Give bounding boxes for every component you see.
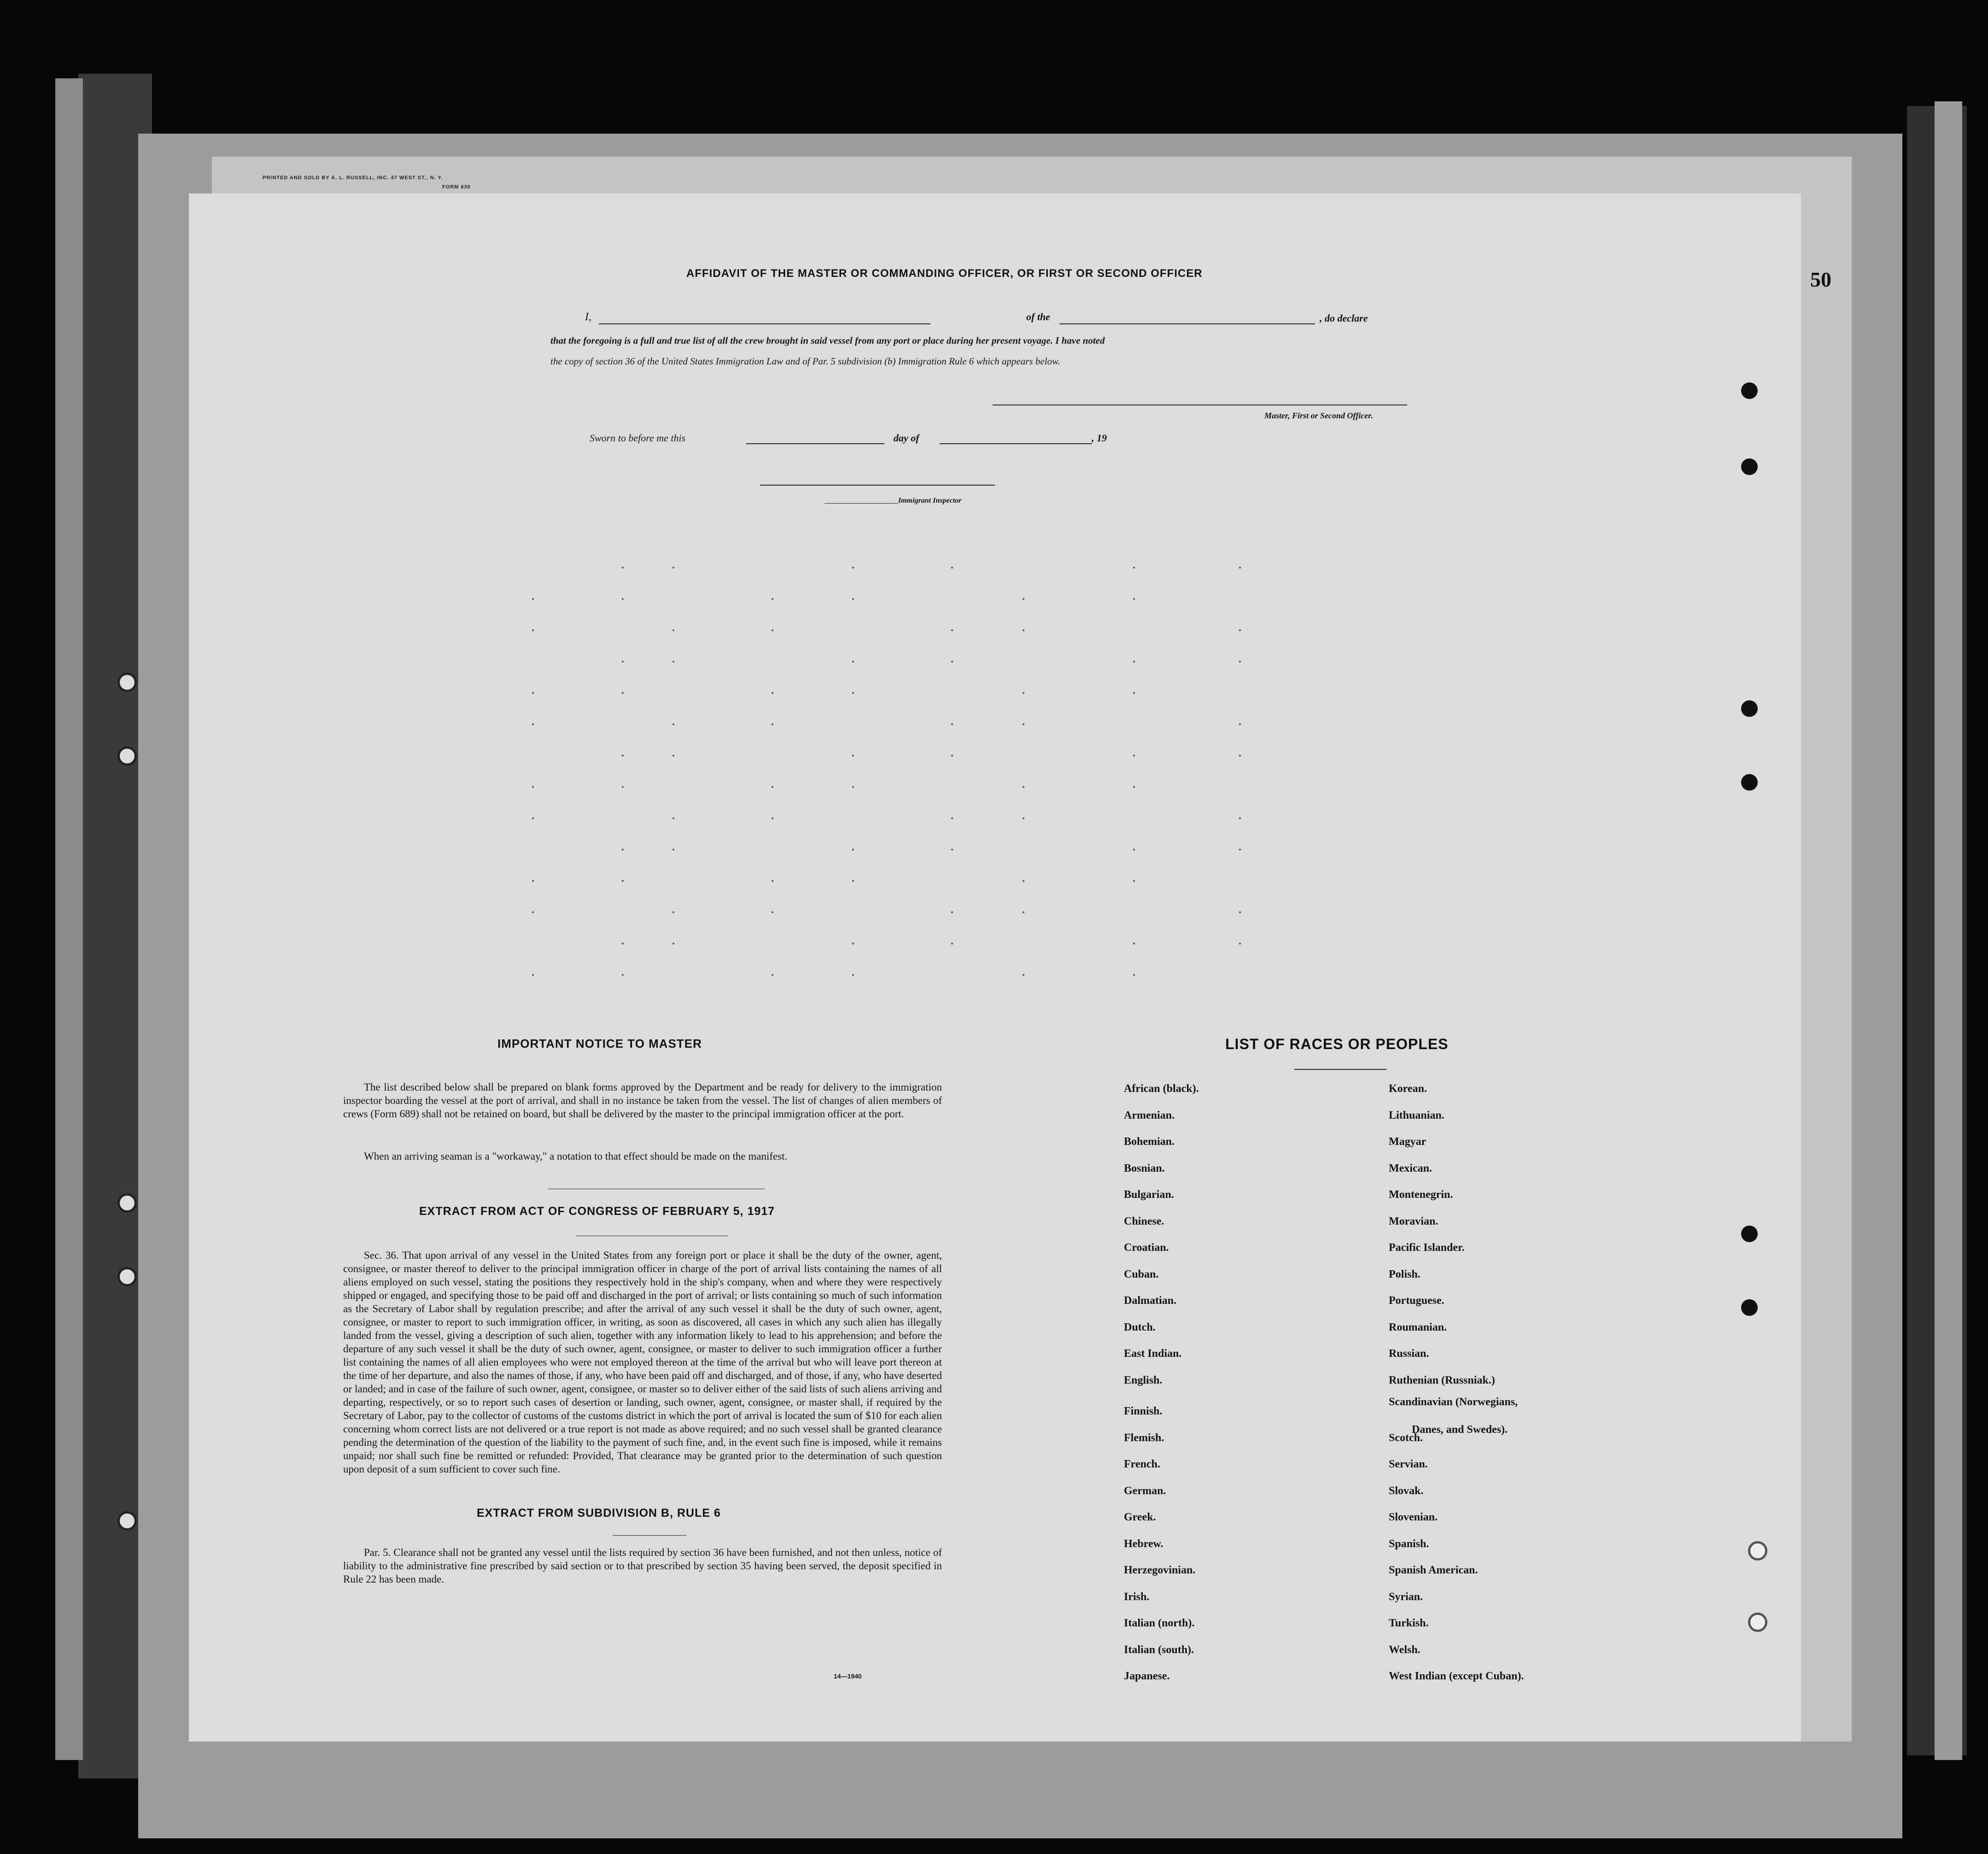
race-item: Herzegovinian. bbox=[1124, 1564, 1196, 1576]
bleed-dot bbox=[622, 755, 624, 757]
printer-line: PRINTED AND SOLD BY A. L. RUSSELL, INC. 47 WEST ST., N. Y. bbox=[263, 175, 443, 181]
bleed-dot bbox=[772, 911, 773, 913]
bleed-dot bbox=[852, 692, 854, 694]
notice-paragraph-2: When an arriving seaman is a "workaway," a notation to that effect should be made on the manifest. bbox=[364, 1150, 788, 1162]
bleed-dot bbox=[772, 817, 773, 819]
bleed-dot bbox=[1133, 755, 1135, 757]
bleed-dot bbox=[532, 880, 534, 882]
race-item: Bosnian. bbox=[1124, 1162, 1165, 1174]
bleed-dot bbox=[772, 723, 773, 725]
affidavit-of-the: of the bbox=[1026, 311, 1050, 323]
race-item: Croatian. bbox=[1124, 1242, 1169, 1254]
bleed-dot bbox=[532, 692, 534, 694]
inspector-dash bbox=[824, 503, 898, 504]
race-item: African (black). bbox=[1124, 1083, 1199, 1095]
bleed-dot bbox=[672, 755, 674, 757]
race-item: Pacific Islander. bbox=[1389, 1242, 1465, 1254]
bleed-dot bbox=[622, 880, 624, 882]
bleed-dot bbox=[1133, 849, 1135, 851]
affidavit-title: AFFIDAVIT OF THE MASTER OR COMMANDING OFFICER, OR FIRST OR SECOND OFFICER bbox=[686, 267, 1203, 280]
binder-hole bbox=[117, 673, 137, 692]
race-item: Irish. bbox=[1124, 1590, 1150, 1603]
page-number: 50 bbox=[1810, 268, 1831, 291]
race-item: Moravian. bbox=[1389, 1215, 1438, 1227]
bleed-dot bbox=[1239, 723, 1241, 725]
punch-hole bbox=[1741, 1226, 1758, 1242]
bleed-dot bbox=[1239, 911, 1241, 913]
signature-caption: Master, First or Second Officer. bbox=[1264, 411, 1373, 420]
race-item: Cuban. bbox=[1124, 1268, 1159, 1280]
bleed-dot bbox=[622, 786, 624, 788]
binder-strip-right bbox=[1935, 101, 1962, 1760]
sworn-label: Sworn to before me this bbox=[590, 432, 686, 444]
race-item: Polish. bbox=[1389, 1268, 1421, 1280]
race-item: Korean. bbox=[1389, 1083, 1427, 1095]
bleed-dot bbox=[1133, 880, 1135, 882]
bleed-dot bbox=[1023, 786, 1024, 788]
bleed-dot bbox=[951, 629, 953, 631]
bleed-dot bbox=[672, 629, 674, 631]
bleed-dot bbox=[672, 723, 674, 725]
bleed-dot bbox=[1023, 629, 1024, 631]
form-number: FORM 630 bbox=[442, 184, 471, 190]
paragraph-5-text: Par. 5. Clearance shall not be granted any vessel until the lists required by section 36 have been furnished, and not then unless, notice of liability to the administrative fine prescribed by said section or to that prescribed by section 35 having been served, the deposit specified in Rule 22 has been made. bbox=[343, 1547, 942, 1585]
bleed-dot bbox=[1239, 567, 1241, 569]
race-item: Spanish. bbox=[1389, 1537, 1429, 1550]
bleed-dot bbox=[772, 692, 773, 694]
bleed-dot bbox=[852, 880, 854, 882]
form-code: 14—1940 bbox=[834, 1672, 862, 1680]
race-item: Servian. bbox=[1389, 1458, 1428, 1470]
bleed-dot bbox=[672, 567, 674, 569]
bleed-dot bbox=[532, 974, 534, 976]
bleed-dot bbox=[852, 943, 854, 945]
bleed-dot bbox=[672, 849, 674, 851]
race-item: Portuguese. bbox=[1389, 1295, 1444, 1307]
binder-hole bbox=[117, 1267, 137, 1286]
bleed-dot bbox=[852, 661, 854, 663]
binder-hole bbox=[117, 1193, 137, 1213]
bleed-dot bbox=[622, 692, 624, 694]
punch-hole bbox=[1741, 458, 1758, 475]
bleed-dot bbox=[1023, 911, 1024, 913]
bleed-dot bbox=[672, 817, 674, 819]
bleed-dot bbox=[532, 629, 534, 631]
bleed-dot bbox=[951, 661, 953, 663]
race-item: Italian (south). bbox=[1124, 1643, 1194, 1656]
bleed-dot bbox=[1239, 817, 1241, 819]
race-item: Slovak. bbox=[1389, 1484, 1424, 1497]
race-item: West Indian (except Cuban). bbox=[1389, 1670, 1524, 1682]
race-item: Finnish. bbox=[1124, 1405, 1163, 1417]
punch-hole bbox=[1748, 1541, 1767, 1561]
bleed-dot bbox=[672, 661, 674, 663]
race-item: Spanish American. bbox=[1389, 1564, 1478, 1576]
bleed-dot bbox=[672, 911, 674, 913]
day-of-label: day of bbox=[894, 432, 919, 444]
bleed-dot bbox=[951, 755, 953, 757]
bleed-dot bbox=[772, 786, 773, 788]
divider bbox=[613, 1535, 686, 1536]
bleed-dot bbox=[532, 598, 534, 600]
bleed-dot bbox=[1133, 692, 1135, 694]
race-item: Ruthenian (Russniak.) bbox=[1389, 1374, 1495, 1386]
affidavit-line-2: that the foregoing is a full and true list of all the crew brought in said vessel from any port or place during her present voyage. I have noted bbox=[550, 335, 1105, 346]
race-item: English. bbox=[1124, 1374, 1163, 1386]
bleed-dot bbox=[772, 880, 773, 882]
affidavit-line-3: the copy of section 36 of the United States Immigration Law and of Par. 5 subdivision (b) Immigration Rule 6 which appears below. bbox=[550, 356, 1060, 367]
race-item: Scandinavian (Norwegians, bbox=[1389, 1396, 1518, 1408]
race-item: German. bbox=[1124, 1484, 1166, 1497]
bleed-dot bbox=[1239, 661, 1241, 663]
notice-title: IMPORTANT NOTICE TO MASTER bbox=[497, 1037, 702, 1050]
punch-hole bbox=[1741, 700, 1758, 717]
race-item: Montenegrin. bbox=[1389, 1189, 1453, 1201]
bleed-dot bbox=[951, 911, 953, 913]
race-scandinavian-continued: Danes, and Swedes). bbox=[1412, 1424, 1508, 1436]
race-item: Syrian. bbox=[1389, 1590, 1423, 1603]
bleed-dot bbox=[622, 661, 624, 663]
bleed-dot bbox=[532, 723, 534, 725]
month-line bbox=[940, 443, 1092, 444]
sworn-day-line bbox=[746, 443, 884, 444]
bleed-dot bbox=[951, 943, 953, 945]
bleed-dot bbox=[532, 911, 534, 913]
bleed-dot bbox=[1133, 598, 1135, 600]
race-item: Flemish. bbox=[1124, 1432, 1164, 1444]
vessel-line bbox=[1059, 323, 1315, 324]
race-item: Dalmatian. bbox=[1124, 1295, 1176, 1307]
race-item: Italian (north). bbox=[1124, 1617, 1195, 1629]
bleed-dot bbox=[852, 598, 854, 600]
affidavit-declare: , do declare bbox=[1320, 312, 1368, 324]
race-item: Turkish. bbox=[1389, 1617, 1429, 1629]
bleed-dot bbox=[1023, 974, 1024, 976]
extract-1917-title: EXTRACT FROM ACT OF CONGRESS OF FEBRUARY 5, 1917 bbox=[419, 1205, 775, 1218]
race-item: East Indian. bbox=[1124, 1348, 1182, 1360]
bleed-dot bbox=[1023, 817, 1024, 819]
bleed-dot bbox=[622, 974, 624, 976]
bleed-dot bbox=[852, 974, 854, 976]
bleed-dot bbox=[951, 817, 953, 819]
bleed-dot bbox=[1239, 755, 1241, 757]
bleed-dot bbox=[622, 598, 624, 600]
races-title: LIST OF RACES OR PEOPLES bbox=[1225, 1036, 1449, 1052]
divider bbox=[1294, 1069, 1386, 1070]
punch-hole bbox=[1748, 1613, 1767, 1632]
bleed-dot bbox=[532, 817, 534, 819]
race-item: Magyar bbox=[1389, 1136, 1427, 1148]
bleed-dot bbox=[852, 849, 854, 851]
bleed-dot bbox=[1133, 943, 1135, 945]
race-item: Mexican. bbox=[1389, 1162, 1432, 1174]
race-item: Russian. bbox=[1389, 1348, 1429, 1360]
race-item: Dutch. bbox=[1124, 1321, 1156, 1333]
inspector-caption: Immigrant Inspector bbox=[898, 497, 962, 505]
bleed-dot bbox=[951, 849, 953, 851]
race-item: Welsh. bbox=[1389, 1643, 1421, 1656]
inspector-signature-line bbox=[760, 485, 995, 486]
punch-hole bbox=[1741, 382, 1758, 399]
race-item: Roumanian. bbox=[1389, 1321, 1447, 1333]
bleed-dot bbox=[1023, 723, 1024, 725]
bleed-dot bbox=[622, 567, 624, 569]
bleed-dot bbox=[852, 755, 854, 757]
race-item: Hebrew. bbox=[1124, 1537, 1164, 1550]
race-item: Greek. bbox=[1124, 1511, 1156, 1523]
bleed-dot bbox=[772, 974, 773, 976]
race-item: French. bbox=[1124, 1458, 1160, 1470]
binder-hole bbox=[117, 1511, 137, 1531]
bleed-dot bbox=[772, 598, 773, 600]
bleed-dot bbox=[951, 723, 953, 725]
race-item: Scotch. bbox=[1389, 1432, 1423, 1444]
bleed-dot bbox=[672, 943, 674, 945]
affidavit-i-label: I, bbox=[585, 311, 591, 323]
bleed-dot bbox=[1023, 692, 1024, 694]
bleed-dot bbox=[852, 786, 854, 788]
bleed-dot bbox=[1239, 849, 1241, 851]
race-item: Lithuanian. bbox=[1389, 1109, 1444, 1121]
bleed-dot bbox=[772, 629, 773, 631]
notice-paragraph-1: The list described below shall be prepared on blank forms approved by the Department and be ready for delivery to the immigration inspector boarding the vessel at the port of arrival, and shall in no instance be taken from the vessel. The list of changes of alien members of crews (Form 689) shall not be retained on board, but shall be delivered by the master to the principal immigration officer at the port. bbox=[343, 1081, 942, 1120]
race-item: Japanese. bbox=[1124, 1670, 1170, 1682]
punch-hole bbox=[1741, 774, 1758, 791]
race-item: Bohemian. bbox=[1124, 1136, 1175, 1148]
bleed-dot bbox=[532, 786, 534, 788]
name-line bbox=[599, 323, 930, 324]
bleed-dot bbox=[1239, 943, 1241, 945]
bleed-dot bbox=[622, 943, 624, 945]
bleed-dot bbox=[1133, 661, 1135, 663]
race-item: Bulgarian. bbox=[1124, 1189, 1174, 1201]
punch-hole bbox=[1741, 1299, 1758, 1316]
bleed-dot bbox=[1239, 629, 1241, 631]
race-item: Armenian. bbox=[1124, 1109, 1175, 1121]
bleed-dot bbox=[951, 567, 953, 569]
binder-hole bbox=[117, 746, 137, 766]
bleed-dot bbox=[622, 849, 624, 851]
binder-strip-left bbox=[55, 78, 83, 1760]
race-item: Slovenian. bbox=[1389, 1511, 1438, 1523]
extract-rule-6-title: EXTRACT FROM SUBDIVISION B, RULE 6 bbox=[477, 1507, 721, 1520]
year-label: , 19 bbox=[1092, 432, 1107, 444]
bleed-dot bbox=[1133, 567, 1135, 569]
bleed-dot bbox=[1133, 974, 1135, 976]
bleed-dot bbox=[852, 567, 854, 569]
race-item: Chinese. bbox=[1124, 1215, 1164, 1227]
bleed-dot bbox=[1023, 598, 1024, 600]
manifest-page bbox=[189, 194, 1801, 1742]
bleed-dot bbox=[1133, 786, 1135, 788]
bleed-dot bbox=[1023, 880, 1024, 882]
section-36-text: Sec. 36. That upon arrival of any vessel in the United States from any foreign port or place it shall be the duty of the owner, agent, consignee, or master thereof to deliver to the principal immigration officer in charge of the port of arrival lists containing the names of all aliens employed on such vessel, stating the positions they respectively hold in the ship's company, when and where they were respectively shipped or engaged, and specifying those to be paid off and discharged in the port of arrival; or lists containing so much of such information as the Secretary of Labor shall by regulation prescribe; and after the arrival of any such vessel it shall be the duty of such owner, agent, consignee, or master to report to such immigration officer, in writing, as soon as discovered, all cases in which any such alien has illegally landed from the vessel, giving a description of such alien, together with any information likely to lead to his apprehension; and before the departure of any such vessel it shall be the duty of such owner, agent, consignee, or master to deliver to such immigration officer a further list containing the names of all alien employees who were not employed thereon at the time of the arrival but who will leave port thereon at the time of her departure, and also the names of those, if any, who have been paid off and discharged, and of those, if any, who have deserted or landed; and in case of the failure of such owner, agent, consignee, or master so to deliver either of the said lists of such aliens arriving and departing, respectively, or so to report such cases of desertion or landing, such owner, agent, consignee, or master shall, if required by the Secretary of Labor, pay to the collector of customs of the customs district in which the port of arrival is located the sum of $10 for each alien concerning whom correct lists are not delivered or a true report is not made as above required; and no such vessel shall be granted clearance pending the determination of the question of the liability to the payment of such fine, and, in the event such fine is imposed, while it remains unpaid; nor shall such fine be remitted or refunded: Provided, That clearance may be granted prior to the determination of such question upon deposit of a sum sufficient to cover such fine. bbox=[343, 1250, 942, 1475]
